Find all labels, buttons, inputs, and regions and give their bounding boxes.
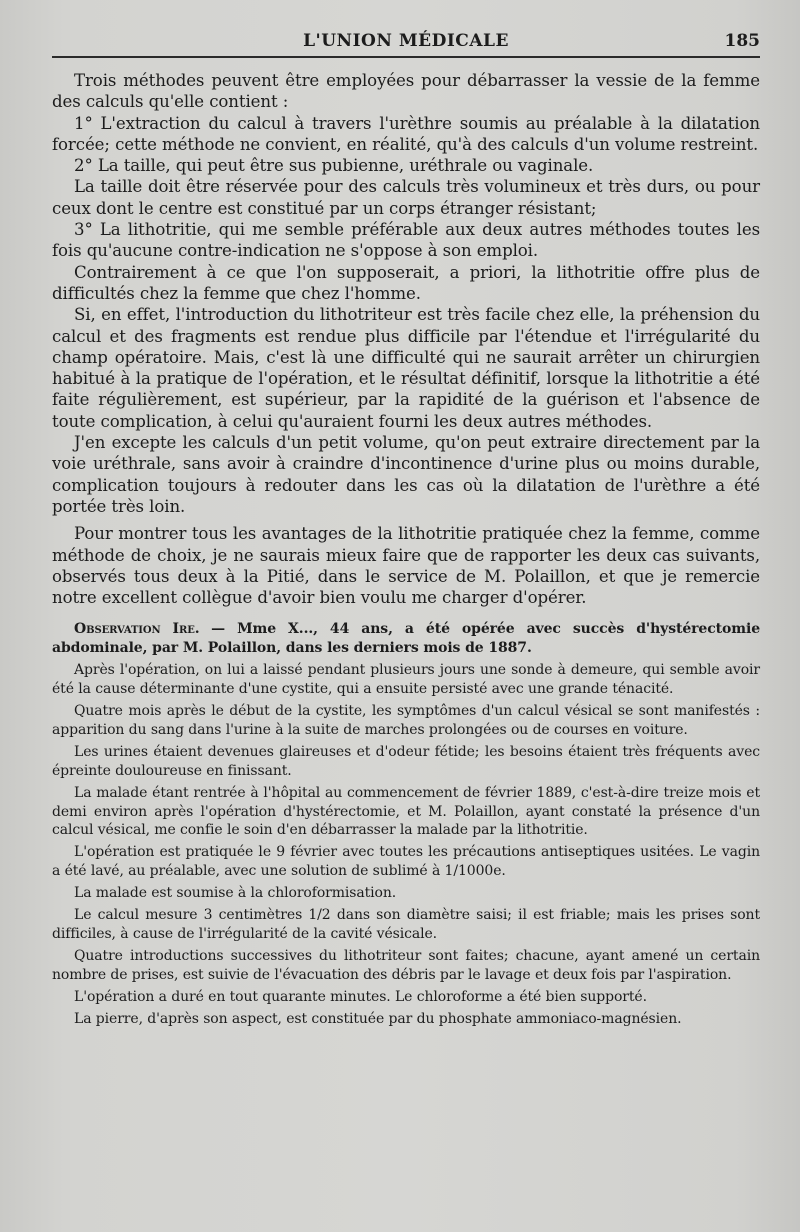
paragraph: La taille doit être réservée pour des calculs très volumineux et très durs, ou pour ceux dont le centre est constitué par un corps étranger résistant;	[52, 177, 760, 218]
observation-paragraph: Quatre introductions successives du lithotriteur sont faites; chacune, ayant amené un certain nombre de prises, est suivie de l'évacuation des débris par le lavage et deux fois par l'aspiration.	[52, 947, 760, 983]
observation-paragraph: Le calcul mesure 3 centimètres 1/2 dans son diamètre saisi; il est friable; mais les prises sont difficiles, à cause de l'irrégularité de la cavité vésicale.	[52, 907, 760, 943]
observation-paragraph: La malade est soumise à la chloroformisation.	[74, 885, 397, 902]
observation-heading: Observation Ire.	[74, 621, 200, 638]
page-number: 185	[724, 31, 760, 51]
observation-paragraph: L'opération est pratiquée le 9 février avec toutes les précautions antiseptiques usitées. Le vagin a été lavé, au préalable, avec une solution de sublimé à 1/1000e.	[52, 844, 760, 880]
observation-heading-paragraph	[52, 620, 760, 661]
observation-summary: — Mme X..., 44 ans, a été opérée avec succès d'hystérectomie abdominale, par M. Polaillon, dans les derniers mois de 1887.	[52, 621, 760, 657]
paragraph: Contrairement à ce que l'on supposerait, a priori, la lithotritie offre plus de difficultés chez la femme que chez l'homme.	[52, 262, 760, 303]
paragraph: 3° La lithotritie, qui me semble préférable aux deux autres méthodes toutes les fois qu'aucune contre-indication ne s'oppose à son emploi.	[52, 220, 760, 261]
paragraph: Pour montrer tous les avantages de la lithotritie pratiquée chez la femme, comme méthode de choix, je ne saurais mieux faire que de rapporter les deux cas suivants, observés tous deux à la Pitié, dans le service de M. Polaillon, et que je remercie notre excellent collègue d'avoir bien voulu me charger d'opérer.	[52, 524, 760, 608]
observation-section	[52, 620, 760, 1031]
main-text	[52, 70, 760, 608]
running-title: L'UNION MÉDICALE	[303, 31, 509, 51]
page-header	[52, 30, 760, 58]
observation-paragraph: Les urines étaient devenues glaireuses et d'odeur fétide; les besoins étaient très fréquents avec épreinte douloureuse en finissant.	[52, 743, 760, 779]
paragraph: Si, en effet, l'introduction du lithotriteur est très facile chez elle, la préhension du calcul et des fragments est rendue plus difficile par l'étendue et l'irrégularité du champ opératoire. Mais, c'est là une difficulté qui ne saurait arrêter un chirurgien habitué à la pratique de l'opération, et le résultat définitif, lorsque la lithotritie a été faite régulièrement, est supérieur, par la rapidité de la guérison et l'absence de toute complication, à celui qu'auraient fourni les deux autres méthodes.	[52, 305, 760, 431]
paragraph: 2° La taille, qui peut être sus pubienne, uréthrale ou vaginale.	[74, 156, 594, 176]
paragraph: J'en excepte les calculs d'un petit volume, qu'on peut extraire directement par la voie uréthrale, sans avoir à craindre d'incontinence d'urine plus ou moins durable, complication toujours à redouter dans les cas où la dilatation de l'urèthre a été portée très loin.	[52, 433, 760, 516]
observation-paragraph: Après l'opération, on lui a laissé pendant plusieurs jours une sonde à demeure, qui semble avoir été la cause déterminante d'une cystite, qui a ensuite persisté avec une grande ténacité.	[52, 662, 760, 698]
paragraph: 1° L'extraction du calcul à travers l'urèthre soumis au préalable à la dilatation forcée; cette méthode ne convient, en réalité, qu'à des calculs d'un volume restreint.	[52, 113, 760, 154]
observation-paragraph: La pierre, d'après son aspect, est constituée par du phosphate ammoniaco-magnésien.	[74, 1010, 682, 1027]
observation-paragraph: L'opération a duré en tout quarante minutes. Le chloroforme a été bien supporté.	[74, 988, 647, 1005]
observation-paragraph: La malade étant rentrée à l'hôpital au commencement de février 1889, c'est-à-dire treize mois et demi environ après l'opération d'hystérectomie, et M. Polaillon, ayant constaté la présence d'un calcul vésical, me confie le soin d'en débarrasser la malade par la lithotritie.	[52, 784, 760, 839]
paragraph: Trois méthodes peuvent être employées pour débarrasser la vessie de la femme des calculs qu'elle contient :	[52, 71, 760, 112]
observation-paragraph: Quatre mois après le début de la cystite, les symptômes d'un calcul vésical se sont manifestés : apparition du sang dans l'urine à la suite de marches prolongées ou de courses en voiture.	[52, 703, 760, 738]
